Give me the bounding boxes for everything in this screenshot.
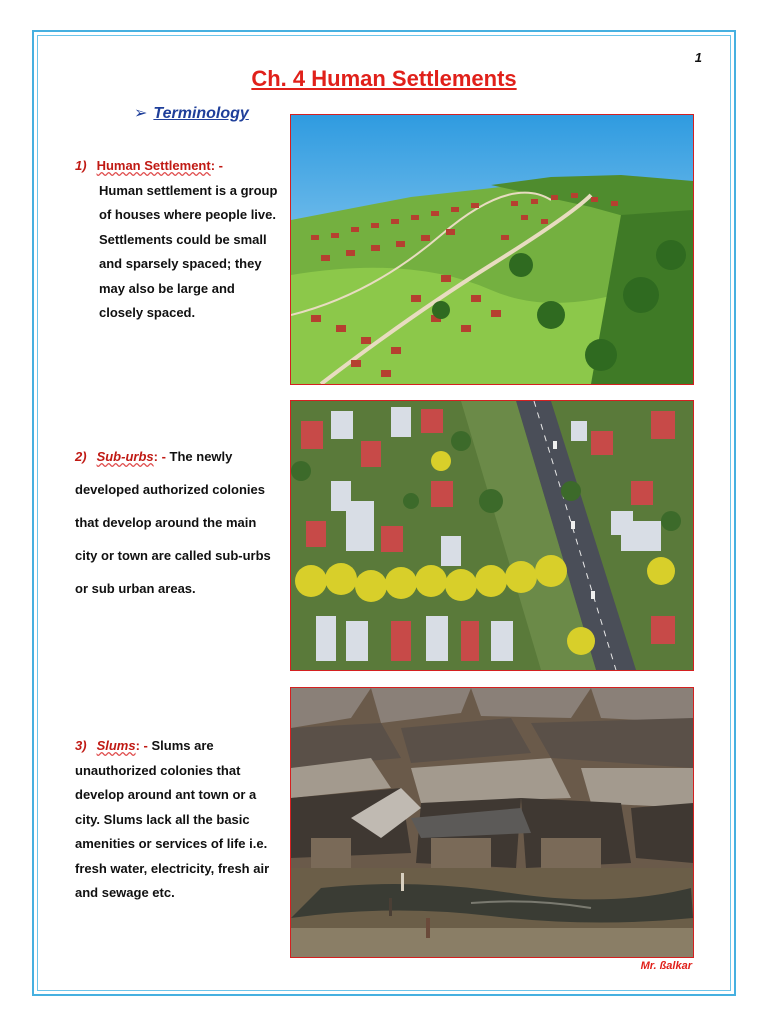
item-number: 3) [75,738,87,753]
definition-suburbs [75,440,280,605]
item-number: 1) [75,158,87,173]
suburbs-photo [290,400,694,671]
item-term: Human Settlement [96,158,211,173]
item-separator: : - [210,158,223,173]
item-text: Slums are unauthorized colonies that develop around ant town or a city. Slums lack all the basic amenities or services of life i.e. fresh water, electricity, fresh air and sewage etc. [75,738,270,900]
definition-human-settlement [75,154,280,326]
item-text: The newly developed authorized colonies that develop around the main city or town are called sub-urbs or sub urban areas. [75,449,271,596]
definition-slums [75,734,280,906]
item-text: Human settlement is a group of houses where people live. Settlements could be small and sparsely spaced; they may also be large and closely spaced. [99,182,278,320]
arrow-bullet-icon: ➢ [134,105,148,122]
hillside-settlement-image [291,115,693,384]
page-title: Ch. 4 Human Settlements [251,66,517,91]
section-heading-label: Terminology [153,105,249,122]
item-number: 2) [75,449,87,464]
suburbs-aerial-image [291,401,693,670]
page-number: 1 [694,50,702,65]
author-signature: Mr. ßalkar [640,960,692,972]
item-term: Slums [96,738,136,753]
item-separator: : - [135,738,148,753]
item-term: Sub-urbs [96,449,154,464]
slums-photo [290,687,694,958]
section-heading [134,103,249,123]
slums-image [291,688,693,957]
item-separator: : - [153,449,166,464]
settlement-photo [290,114,694,385]
